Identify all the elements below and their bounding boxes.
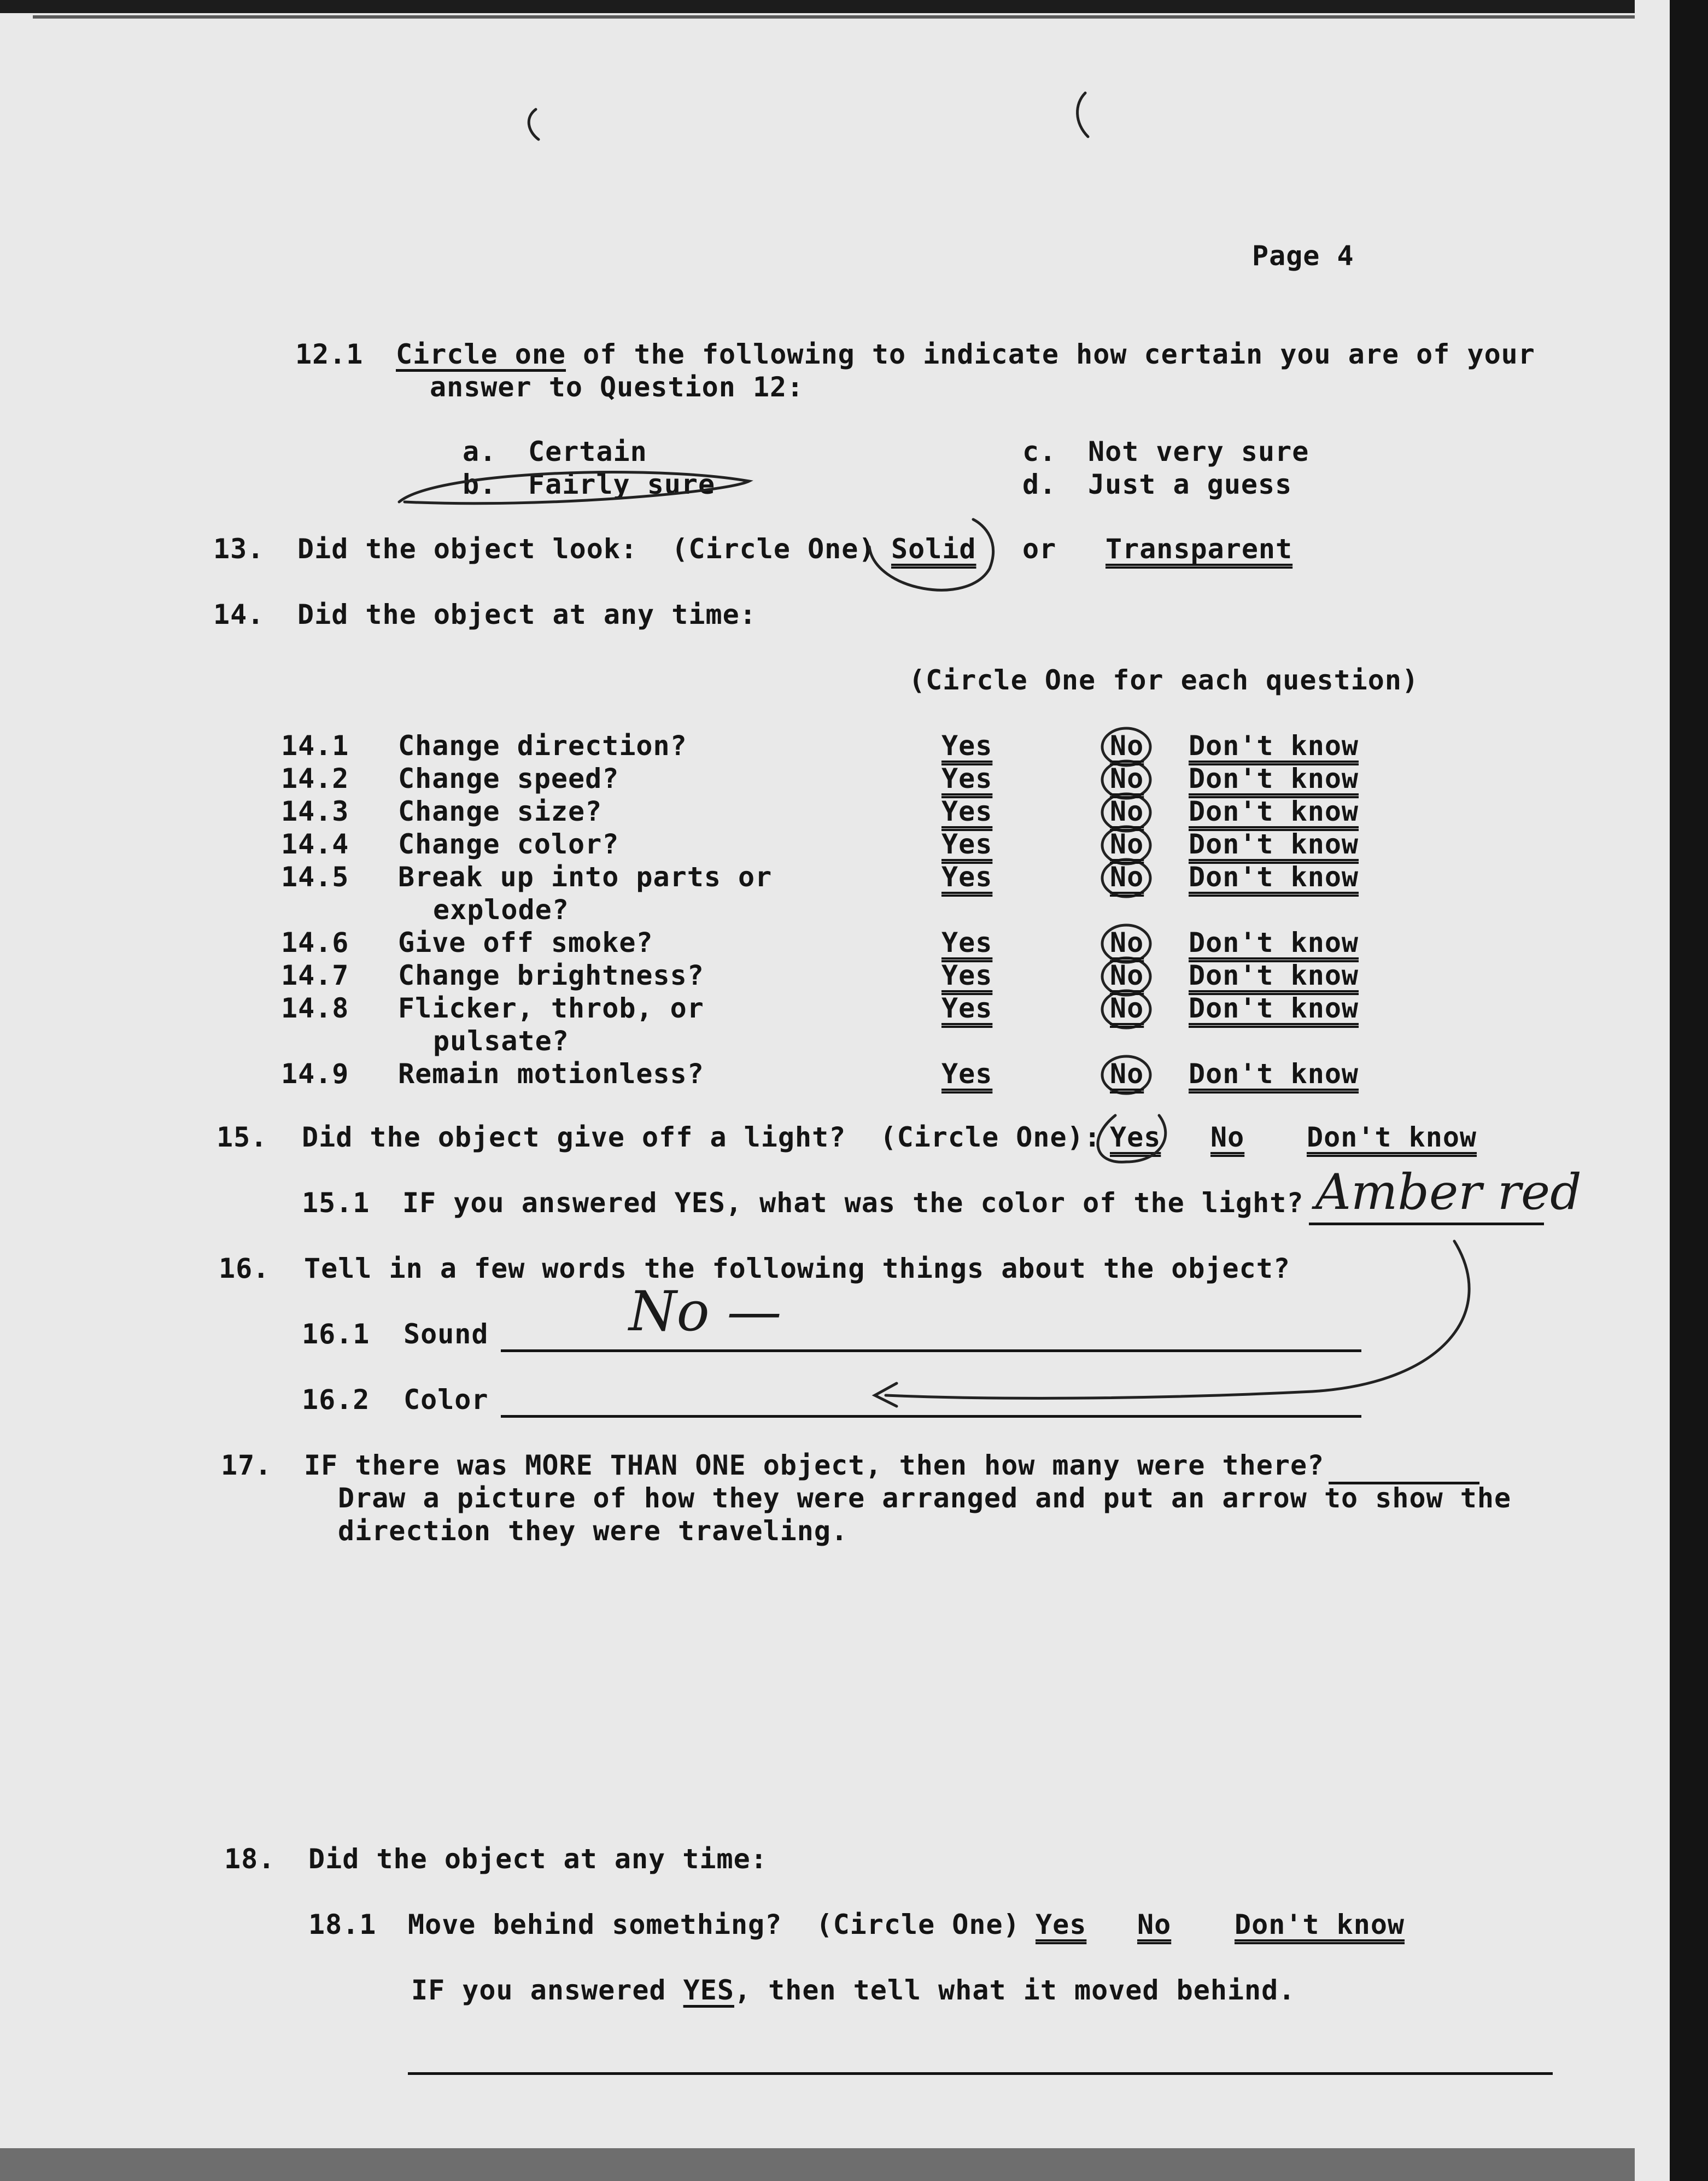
- q16-1-label: Sound: [403, 1318, 489, 1350]
- scan-edge-bottom: [0, 2148, 1635, 2181]
- q17-line3: direction they were traveling.: [338, 1515, 849, 1547]
- q15-1-answer-line: [1309, 1223, 1544, 1225]
- q13-number: 13.: [213, 533, 265, 565]
- q18-1-option-dont-know[interactable]: Don't know: [1235, 1909, 1405, 1940]
- q15-option-dont-know[interactable]: Don't know: [1307, 1121, 1477, 1153]
- q14-6-option-no[interactable]: No: [1110, 927, 1144, 958]
- q18-followup-b: , then tell what it moved behind.: [734, 1974, 1296, 2006]
- q14-6-number: 14.6: [281, 927, 349, 958]
- q14-9-number: 14.9: [281, 1058, 349, 1090]
- q18-1-text: Move behind something? (Circle One): [408, 1909, 1020, 1940]
- q12-1-option-b[interactable]: Fairly sure: [528, 469, 716, 500]
- q14-2-label: Change speed?: [398, 763, 619, 794]
- q14-8-option-yes[interactable]: Yes: [941, 992, 993, 1024]
- q18-followup-a: IF you answered: [411, 1974, 683, 2006]
- q14-instruction: (Circle One for each question): [909, 664, 1419, 696]
- q15-option-no[interactable]: No: [1210, 1121, 1245, 1153]
- q14-9-option-no[interactable]: No: [1110, 1058, 1144, 1090]
- q14-4-number: 14.4: [281, 828, 349, 860]
- q12-1-option-d[interactable]: Just a guess: [1088, 469, 1292, 500]
- q14-3-option-no[interactable]: No: [1110, 796, 1144, 827]
- q16-1-number: 16.1: [302, 1318, 370, 1350]
- scan-speck-1: [529, 109, 539, 139]
- q12-1-text-line2: answer to Question 12:: [430, 371, 804, 403]
- q14-4-option-yes[interactable]: Yes: [941, 828, 993, 860]
- q14-2-option-no[interactable]: No: [1110, 763, 1144, 794]
- q14-8-option-dont-know[interactable]: Don't know: [1189, 992, 1359, 1024]
- q18-text: Did the object at any time:: [308, 1843, 768, 1875]
- q12-1-circle-one: Circle one: [396, 338, 566, 370]
- q14-9-option-dont-know[interactable]: Don't know: [1189, 1058, 1359, 1090]
- q14-1-option-dont-know[interactable]: Don't know: [1189, 730, 1359, 762]
- scan-edge-top: [0, 0, 1635, 13]
- q12-1-option-b-letter: b.: [463, 469, 497, 500]
- q14-7-number: 14.7: [281, 960, 349, 991]
- q14-7-label: Change brightness?: [398, 960, 704, 991]
- q14-5-number: 14.5: [281, 861, 349, 893]
- q15-number: 15.: [217, 1121, 268, 1153]
- q12-1-option-a-letter: a.: [463, 436, 497, 467]
- q17-line2: Draw a picture of how they were arranged and put an arrow to show the: [338, 1482, 1512, 1514]
- q14-4-option-no[interactable]: No: [1110, 828, 1144, 860]
- q15-1-handwritten-answer[interactable]: Amber red: [1315, 1163, 1582, 1221]
- q13-or: or: [1022, 533, 1057, 565]
- q14-6-option-dont-know[interactable]: Don't know: [1189, 927, 1359, 958]
- q14-3-number: 14.3: [281, 796, 349, 827]
- q12-1-number: 12.1: [295, 338, 364, 370]
- q14-5-label-cont: explode?: [433, 894, 569, 926]
- q15-option-yes[interactable]: Yes: [1110, 1121, 1161, 1153]
- q15-1-number: 15.1: [302, 1187, 370, 1219]
- q14-5-option-yes[interactable]: Yes: [941, 861, 993, 893]
- q12-1-text-rest: of the following to indicate how certain you are of your: [566, 338, 1535, 370]
- q18-1-option-yes[interactable]: Yes: [1036, 1909, 1087, 1940]
- q12-1-option-c[interactable]: Not very sure: [1088, 436, 1309, 467]
- q14-3-option-yes[interactable]: Yes: [941, 796, 993, 827]
- q14-number: 14.: [213, 599, 265, 630]
- q18-answer-line: [408, 2072, 1553, 2075]
- q14-3-option-dont-know[interactable]: Don't know: [1189, 796, 1359, 827]
- q14-1-option-no[interactable]: No: [1110, 730, 1144, 762]
- q18-followup-yes: YES: [683, 1974, 734, 2006]
- q12-1-option-d-letter: d.: [1022, 469, 1057, 500]
- q16-2-number: 16.2: [302, 1384, 370, 1416]
- page-number: Page 4: [1252, 240, 1354, 272]
- q18-number: 18.: [224, 1843, 276, 1875]
- q13-option-solid[interactable]: Solid: [891, 533, 976, 565]
- q14-2-option-yes[interactable]: Yes: [941, 763, 993, 794]
- q14-6-label: Give off smoke?: [398, 927, 653, 958]
- q14-2-number: 14.2: [281, 763, 349, 794]
- q16-2-answer-line: [501, 1415, 1361, 1418]
- q14-1-option-yes[interactable]: Yes: [941, 730, 993, 762]
- q17-number: 17.: [221, 1449, 272, 1481]
- q16-text: Tell in a few words the following things about the object?: [304, 1253, 1290, 1284]
- q14-text: Did the object at any time:: [297, 599, 757, 630]
- q17-line1: IF there was MORE THAN ONE object, then how many were there?: [304, 1449, 1325, 1481]
- q15-1-text: IF you answered YES, what was the color of the light?: [402, 1187, 1304, 1219]
- q12-1-text: [396, 338, 1535, 371]
- q14-7-option-no[interactable]: No: [1110, 960, 1144, 991]
- q14-8-option-no[interactable]: No: [1110, 992, 1144, 1024]
- q14-9-option-yes[interactable]: Yes: [941, 1058, 993, 1090]
- q16-number: 16.: [219, 1253, 270, 1284]
- q14-5-option-dont-know[interactable]: Don't know: [1189, 861, 1359, 893]
- q14-8-label: Flicker, throb, or: [398, 992, 704, 1024]
- q13-option-transparent[interactable]: Transparent: [1105, 533, 1293, 565]
- q18-1-option-no[interactable]: No: [1137, 1909, 1172, 1940]
- q16-2-label: Color: [403, 1384, 489, 1416]
- q14-8-number: 14.8: [281, 992, 349, 1024]
- q14-1-label: Change direction?: [398, 730, 687, 762]
- color-arrow-head-mark: [875, 1383, 897, 1406]
- q16-1-answer-line: [501, 1349, 1361, 1352]
- scan-edge-right: [1670, 0, 1708, 2181]
- q14-7-option-yes[interactable]: Yes: [941, 960, 993, 991]
- q14-9-label: Remain motionless?: [398, 1058, 704, 1090]
- q16-1-handwritten-answer[interactable]: No —: [629, 1279, 782, 1343]
- q14-5-option-no[interactable]: No: [1110, 861, 1144, 893]
- q14-1-number: 14.1: [281, 730, 349, 762]
- q14-2-option-dont-know[interactable]: Don't know: [1189, 763, 1359, 794]
- q15-text: Did the object give off a light? (Circle One):: [302, 1121, 1101, 1153]
- q12-1-option-a[interactable]: Certain: [528, 436, 647, 467]
- q14-4-option-dont-know[interactable]: Don't know: [1189, 828, 1359, 860]
- q14-7-option-dont-know[interactable]: Don't know: [1189, 960, 1359, 991]
- q14-8-label-cont: pulsate?: [433, 1025, 569, 1057]
- q18-1-number: 18.1: [308, 1909, 377, 1940]
- scan-speck-2: [1078, 93, 1088, 137]
- q14-3-label: Change size?: [398, 796, 603, 827]
- scan-edge-line: [33, 15, 1635, 19]
- q14-4-label: Change color?: [398, 828, 619, 860]
- q14-5-label: Break up into parts or: [398, 861, 773, 893]
- q14-6-option-yes[interactable]: Yes: [941, 927, 993, 958]
- q13-text: Did the object look: (Circle One): [297, 533, 876, 565]
- q18-followup: [411, 1974, 1295, 2007]
- q12-1-option-c-letter: c.: [1022, 436, 1057, 467]
